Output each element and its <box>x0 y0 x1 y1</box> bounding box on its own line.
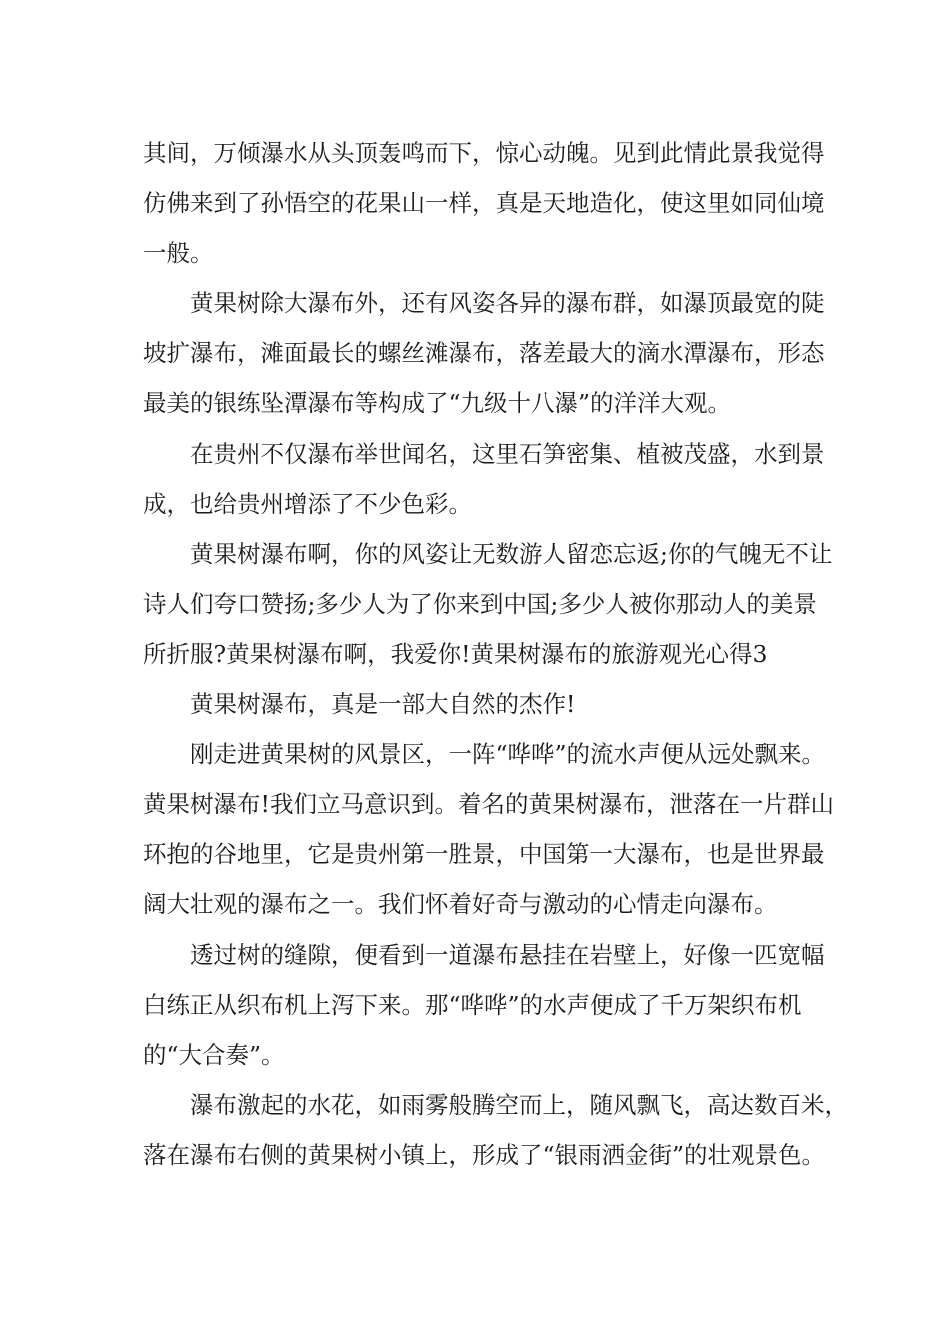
text-line: 成，也给贵州增添了不少色彩。 <box>143 489 472 518</box>
text-line: 环抱的谷地里，它是贵州第一胜景，中国第一大瀑布，也是世界最 <box>143 840 825 869</box>
text-line: 落在瀑布右侧的黄果树小镇上，形成了“银雨洒金街”的壮观景色。 <box>143 1140 826 1169</box>
text-line: 黄果树瀑布，真是一部大自然的杰作! <box>190 690 576 719</box>
text-line: 白练正从织布机上泻下来。那“哗哗”的水声便成了千万架织布机 <box>143 990 802 1019</box>
text-line: 的“大合奏”。 <box>143 1040 285 1069</box>
text-line: 最美的银练坠潭瀑布等构成了“九级十八瀑”的洋洋大观。 <box>143 389 732 418</box>
text-line: 黄果树瀑布啊，你的风姿让无数游人留恋忘返;你的气魄无不让 <box>190 539 833 568</box>
text-line: 瀑布激起的水花，如雨雾般腾空而上，随风飘飞，高达数百米， <box>190 1090 848 1119</box>
text-line: 黄果树瀑布!我们立马意识到。着名的黄果树瀑布，泄落在一片群山 <box>143 790 834 819</box>
text-line: 透过树的缝隙，便看到一道瀑布悬挂在岩壁上，好像一匹宽幅 <box>190 940 825 969</box>
document-body <box>143 128 848 1180</box>
text-line: 仿佛来到了孙悟空的花果山一样，真是天地造化，使这里如同仙境 <box>143 189 825 218</box>
text-line: 在贵州不仅瀑布举世闻名，这里石笋密集、植被茂盛，水到景 <box>190 439 825 468</box>
text-line: 一般。 <box>143 239 214 268</box>
text-line: 诗人们夸口赞扬;多少人为了你来到中国;多少人被你那动人的美景 <box>143 589 817 618</box>
text-line: 阔大壮观的瀑布之一。我们怀着好奇与激动的心情走向瀑布。 <box>143 890 778 919</box>
text-line: 坡扩瀑布，滩面最长的螺丝滩瀑布，落差最大的滴水潭瀑布，形态 <box>143 339 825 368</box>
text-line: 刚走进黄果树的风景区，一阵“哗哗”的流水声便从远处飘来。 <box>190 740 826 769</box>
text-line: 其间，万倾瀑水从头顶轰鸣而下，惊心动魄。见到此情此景我觉得 <box>143 139 825 167</box>
text-line: 黄果树除大瀑布外，还有风姿各异的瀑布群，如瀑顶最宽的陡 <box>190 289 825 318</box>
text-line: 所折服?黄果树瀑布啊，我爱你!黄果树瀑布的旅游观光心得3 <box>143 639 768 668</box>
